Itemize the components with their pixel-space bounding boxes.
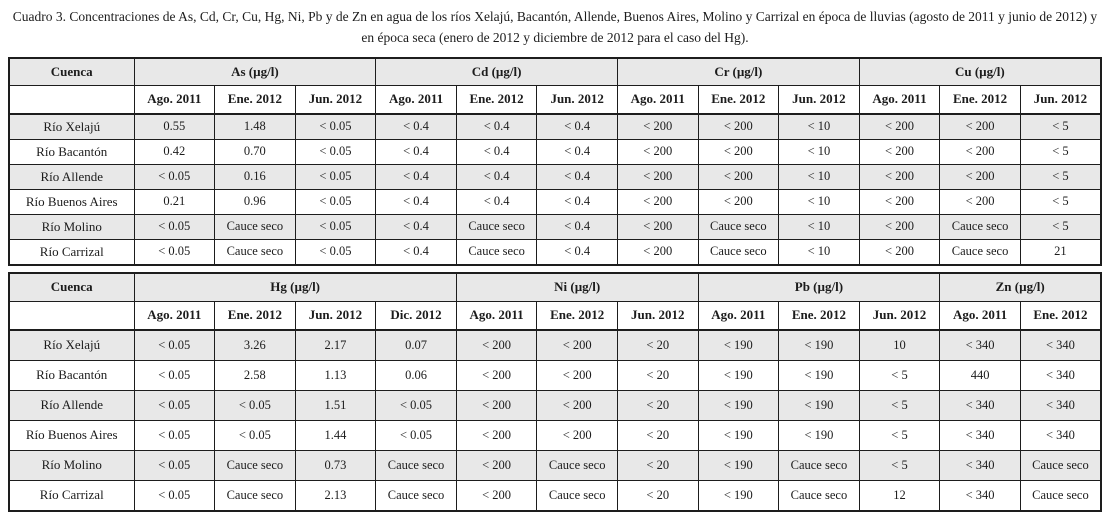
- value-cell: < 200: [537, 330, 618, 361]
- value-cell: < 200: [698, 189, 779, 214]
- value-cell: Cauce seco: [779, 450, 860, 480]
- value-cell: Cauce seco: [215, 450, 296, 480]
- value-cell: < 0.05: [134, 330, 215, 361]
- table-row: [9, 420, 1101, 450]
- value-cell: < 5: [1020, 114, 1101, 140]
- value-cell: < 5: [1020, 164, 1101, 189]
- row-label: Río Buenos Aires: [9, 189, 134, 214]
- group-header-row: [9, 273, 1101, 302]
- value-cell: < 0.05: [295, 164, 376, 189]
- value-cell: < 200: [537, 360, 618, 390]
- value-cell: < 0.4: [376, 214, 457, 239]
- value-cell: < 0.4: [456, 164, 537, 189]
- metals-table-hg-ni-pb-zn: [8, 272, 1102, 512]
- value-cell: < 200: [456, 480, 537, 511]
- value-cell: < 20: [617, 420, 698, 450]
- value-cell: < 0.4: [456, 139, 537, 164]
- value-cell: < 0.05: [134, 390, 215, 420]
- row-label: Río Bacantón: [9, 360, 134, 390]
- date-header: Jun. 2012: [295, 301, 376, 330]
- table-row: [9, 164, 1101, 189]
- date-header-row: [9, 301, 1101, 330]
- table-row: [9, 214, 1101, 239]
- value-cell: < 190: [698, 450, 779, 480]
- value-cell: < 200: [940, 189, 1021, 214]
- date-header: Ene. 2012: [456, 85, 537, 114]
- row-label: Río Molino: [9, 450, 134, 480]
- group-header: Ni (µg/l): [456, 273, 698, 302]
- value-cell: Cauce seco: [698, 214, 779, 239]
- table-row: [9, 450, 1101, 480]
- group-header: Zn (µg/l): [940, 273, 1101, 302]
- group-header-row: [9, 58, 1101, 86]
- value-cell: < 190: [698, 420, 779, 450]
- value-cell: < 340: [940, 480, 1021, 511]
- group-header: Cd (µg/l): [376, 58, 618, 86]
- value-cell: < 5: [859, 360, 940, 390]
- date-header: Jun. 2012: [859, 301, 940, 330]
- table-row: [9, 330, 1101, 361]
- corner-header: Cuenca: [9, 273, 134, 302]
- value-cell: < 0.4: [376, 114, 457, 140]
- value-cell: < 190: [698, 390, 779, 420]
- value-cell: < 200: [617, 214, 698, 239]
- value-cell: 0.73: [295, 450, 376, 480]
- value-cell: < 200: [456, 360, 537, 390]
- value-cell: 0.16: [215, 164, 296, 189]
- date-header: Ago. 2011: [940, 301, 1021, 330]
- value-cell: Cauce seco: [215, 239, 296, 265]
- value-cell: < 10: [779, 239, 860, 265]
- date-header: Ago. 2011: [134, 85, 215, 114]
- value-cell: 2.13: [295, 480, 376, 511]
- value-cell: < 200: [617, 164, 698, 189]
- value-cell: Cauce seco: [215, 214, 296, 239]
- value-cell: < 0.05: [134, 239, 215, 265]
- group-header: Hg (µg/l): [134, 273, 456, 302]
- value-cell: Cauce seco: [215, 480, 296, 511]
- value-cell: < 20: [617, 450, 698, 480]
- value-cell: < 0.05: [295, 189, 376, 214]
- value-cell: < 0.05: [376, 390, 457, 420]
- date-header: Ago. 2011: [617, 85, 698, 114]
- value-cell: Cauce seco: [537, 450, 618, 480]
- value-cell: < 200: [698, 164, 779, 189]
- value-cell: < 0.4: [537, 189, 618, 214]
- value-cell: < 10: [779, 214, 860, 239]
- value-cell: < 200: [537, 420, 618, 450]
- row-label: Río Bacantón: [9, 139, 134, 164]
- value-cell: 0.21: [134, 189, 215, 214]
- date-header: Jun. 2012: [1020, 85, 1101, 114]
- value-cell: < 20: [617, 480, 698, 511]
- value-cell: < 0.4: [537, 239, 618, 265]
- row-label: Río Molino: [9, 214, 134, 239]
- value-cell: < 190: [779, 330, 860, 361]
- value-cell: < 190: [779, 420, 860, 450]
- date-header: Jun. 2012: [617, 301, 698, 330]
- value-cell: < 5: [859, 390, 940, 420]
- date-header: Jun. 2012: [295, 85, 376, 114]
- table-row: [9, 360, 1101, 390]
- value-cell: < 5: [859, 420, 940, 450]
- value-cell: 1.51: [295, 390, 376, 420]
- value-cell: < 200: [940, 114, 1021, 140]
- date-header: Ago. 2011: [456, 301, 537, 330]
- table-row: [9, 480, 1101, 511]
- date-header: Ene. 2012: [698, 85, 779, 114]
- group-header: Cr (µg/l): [617, 58, 859, 86]
- date-header: Ago. 2011: [698, 301, 779, 330]
- value-cell: 2.58: [215, 360, 296, 390]
- value-cell: < 5: [1020, 139, 1101, 164]
- date-header: Jun. 2012: [779, 85, 860, 114]
- value-cell: < 200: [456, 420, 537, 450]
- date-header: Ago. 2011: [859, 85, 940, 114]
- group-header: As (µg/l): [134, 58, 376, 86]
- value-cell: < 200: [617, 239, 698, 265]
- value-cell: < 0.05: [215, 420, 296, 450]
- value-cell: < 0.05: [134, 420, 215, 450]
- value-cell: < 0.05: [295, 239, 376, 265]
- value-cell: 440: [940, 360, 1021, 390]
- value-cell: < 190: [698, 480, 779, 511]
- value-cell: < 340: [1020, 420, 1101, 450]
- value-cell: < 200: [456, 390, 537, 420]
- value-cell: < 190: [779, 360, 860, 390]
- value-cell: < 10: [779, 189, 860, 214]
- value-cell: < 340: [940, 390, 1021, 420]
- row-label: Río Xelajú: [9, 114, 134, 140]
- value-cell: Cauce seco: [940, 214, 1021, 239]
- value-cell: < 0.05: [295, 139, 376, 164]
- date-header: Jun. 2012: [537, 85, 618, 114]
- value-cell: 0.42: [134, 139, 215, 164]
- value-cell: < 340: [1020, 360, 1101, 390]
- value-cell: 0.70: [215, 139, 296, 164]
- value-cell: 1.44: [295, 420, 376, 450]
- value-cell: < 20: [617, 330, 698, 361]
- value-cell: < 200: [859, 164, 940, 189]
- value-cell: 10: [859, 330, 940, 361]
- value-cell: 1.48: [215, 114, 296, 140]
- value-cell: < 190: [698, 360, 779, 390]
- value-cell: < 0.4: [456, 114, 537, 140]
- value-cell: 2.17: [295, 330, 376, 361]
- value-cell: < 200: [456, 450, 537, 480]
- date-header: Ago. 2011: [134, 301, 215, 330]
- value-cell: < 200: [617, 139, 698, 164]
- value-cell: < 0.4: [456, 189, 537, 214]
- value-cell: < 0.4: [537, 214, 618, 239]
- value-cell: Cauce seco: [1020, 480, 1101, 511]
- value-cell: < 0.4: [376, 139, 457, 164]
- row-label: Río Carrizal: [9, 480, 134, 511]
- value-cell: Cauce seco: [456, 239, 537, 265]
- value-cell: 0.06: [376, 360, 457, 390]
- value-cell: < 5: [859, 450, 940, 480]
- value-cell: 1.13: [295, 360, 376, 390]
- corner-header-empty: [9, 301, 134, 330]
- date-header: Ene. 2012: [537, 301, 618, 330]
- value-cell: < 200: [698, 139, 779, 164]
- value-cell: 21: [1020, 239, 1101, 265]
- row-label: Río Allende: [9, 164, 134, 189]
- value-cell: < 200: [859, 114, 940, 140]
- table-row: [9, 189, 1101, 214]
- table-row: [9, 390, 1101, 420]
- table-caption: Cuadro 3. Concentraciones de As, Cd, Cr, Cu, Hg, Ni, Pb y de Zn en agua de los ríos Xelajú, Bacantón, Allende, Buenos Aires, Molino y Carrizal en época de lluvias (agosto de 2011 y junio de 2012) y en época seca (enero de 2012 y diciembre de 2012 para el caso del Hg).: [12, 9, 1098, 45]
- table-row: [9, 139, 1101, 164]
- document-page: [0, 7, 1110, 514]
- value-cell: < 200: [940, 139, 1021, 164]
- value-cell: < 200: [859, 189, 940, 214]
- value-cell: < 200: [940, 164, 1021, 189]
- value-cell: < 200: [859, 214, 940, 239]
- value-cell: Cauce seco: [376, 480, 457, 511]
- value-cell: Cauce seco: [456, 214, 537, 239]
- value-cell: Cauce seco: [1020, 450, 1101, 480]
- value-cell: < 200: [537, 390, 618, 420]
- value-cell: < 10: [779, 164, 860, 189]
- value-cell: < 200: [698, 114, 779, 140]
- value-cell: 3.26: [215, 330, 296, 361]
- value-cell: < 340: [940, 450, 1021, 480]
- value-cell: Cauce seco: [779, 480, 860, 511]
- row-label: Río Carrizal: [9, 239, 134, 265]
- value-cell: < 0.05: [376, 420, 457, 450]
- value-cell: < 20: [617, 390, 698, 420]
- metals-table-as-cd-cr-cu: [8, 57, 1102, 266]
- row-label: Río Xelajú: [9, 330, 134, 361]
- value-cell: < 190: [698, 330, 779, 361]
- value-cell: < 0.4: [376, 239, 457, 265]
- date-header: Ene. 2012: [215, 85, 296, 114]
- value-cell: < 200: [617, 114, 698, 140]
- value-cell: < 0.4: [537, 114, 618, 140]
- value-cell: < 0.05: [134, 360, 215, 390]
- date-header-row: [9, 85, 1101, 114]
- value-cell: < 340: [940, 330, 1021, 361]
- value-cell: < 340: [1020, 390, 1101, 420]
- row-label: Río Buenos Aires: [9, 420, 134, 450]
- value-cell: < 0.05: [134, 164, 215, 189]
- table-row: [9, 239, 1101, 265]
- value-cell: < 200: [859, 239, 940, 265]
- value-cell: < 340: [1020, 330, 1101, 361]
- date-header: Ago. 2011: [376, 85, 457, 114]
- value-cell: < 0.4: [376, 164, 457, 189]
- value-cell: < 200: [617, 189, 698, 214]
- value-cell: < 0.05: [134, 214, 215, 239]
- value-cell: 0.96: [215, 189, 296, 214]
- value-cell: Cauce seco: [940, 239, 1021, 265]
- date-header: Ene. 2012: [215, 301, 296, 330]
- group-header: Cu (µg/l): [859, 58, 1101, 86]
- value-cell: < 0.4: [537, 164, 618, 189]
- value-cell: < 0.4: [537, 139, 618, 164]
- value-cell: 0.07: [376, 330, 457, 361]
- group-header: Pb (µg/l): [698, 273, 940, 302]
- value-cell: Cauce seco: [537, 480, 618, 511]
- value-cell: < 20: [617, 360, 698, 390]
- table-row: [9, 114, 1101, 140]
- value-cell: < 190: [779, 390, 860, 420]
- value-cell: < 5: [1020, 189, 1101, 214]
- value-cell: < 200: [859, 139, 940, 164]
- value-cell: < 0.05: [295, 114, 376, 140]
- corner-header: Cuenca: [9, 58, 134, 86]
- date-header: Dic. 2012: [376, 301, 457, 330]
- value-cell: 0.55: [134, 114, 215, 140]
- corner-header-empty: [9, 85, 134, 114]
- value-cell: < 0.05: [134, 450, 215, 480]
- value-cell: 12: [859, 480, 940, 511]
- value-cell: < 5: [1020, 214, 1101, 239]
- date-header: Ene. 2012: [940, 85, 1021, 114]
- row-label: Río Allende: [9, 390, 134, 420]
- date-header: Ene. 2012: [779, 301, 860, 330]
- value-cell: < 0.05: [295, 214, 376, 239]
- value-cell: < 340: [940, 420, 1021, 450]
- value-cell: < 0.4: [376, 189, 457, 214]
- value-cell: Cauce seco: [698, 239, 779, 265]
- value-cell: < 10: [779, 139, 860, 164]
- date-header: Ene. 2012: [1020, 301, 1101, 330]
- value-cell: < 200: [456, 330, 537, 361]
- value-cell: < 0.05: [134, 480, 215, 511]
- value-cell: < 0.05: [215, 390, 296, 420]
- value-cell: < 10: [779, 114, 860, 140]
- value-cell: Cauce seco: [376, 450, 457, 480]
